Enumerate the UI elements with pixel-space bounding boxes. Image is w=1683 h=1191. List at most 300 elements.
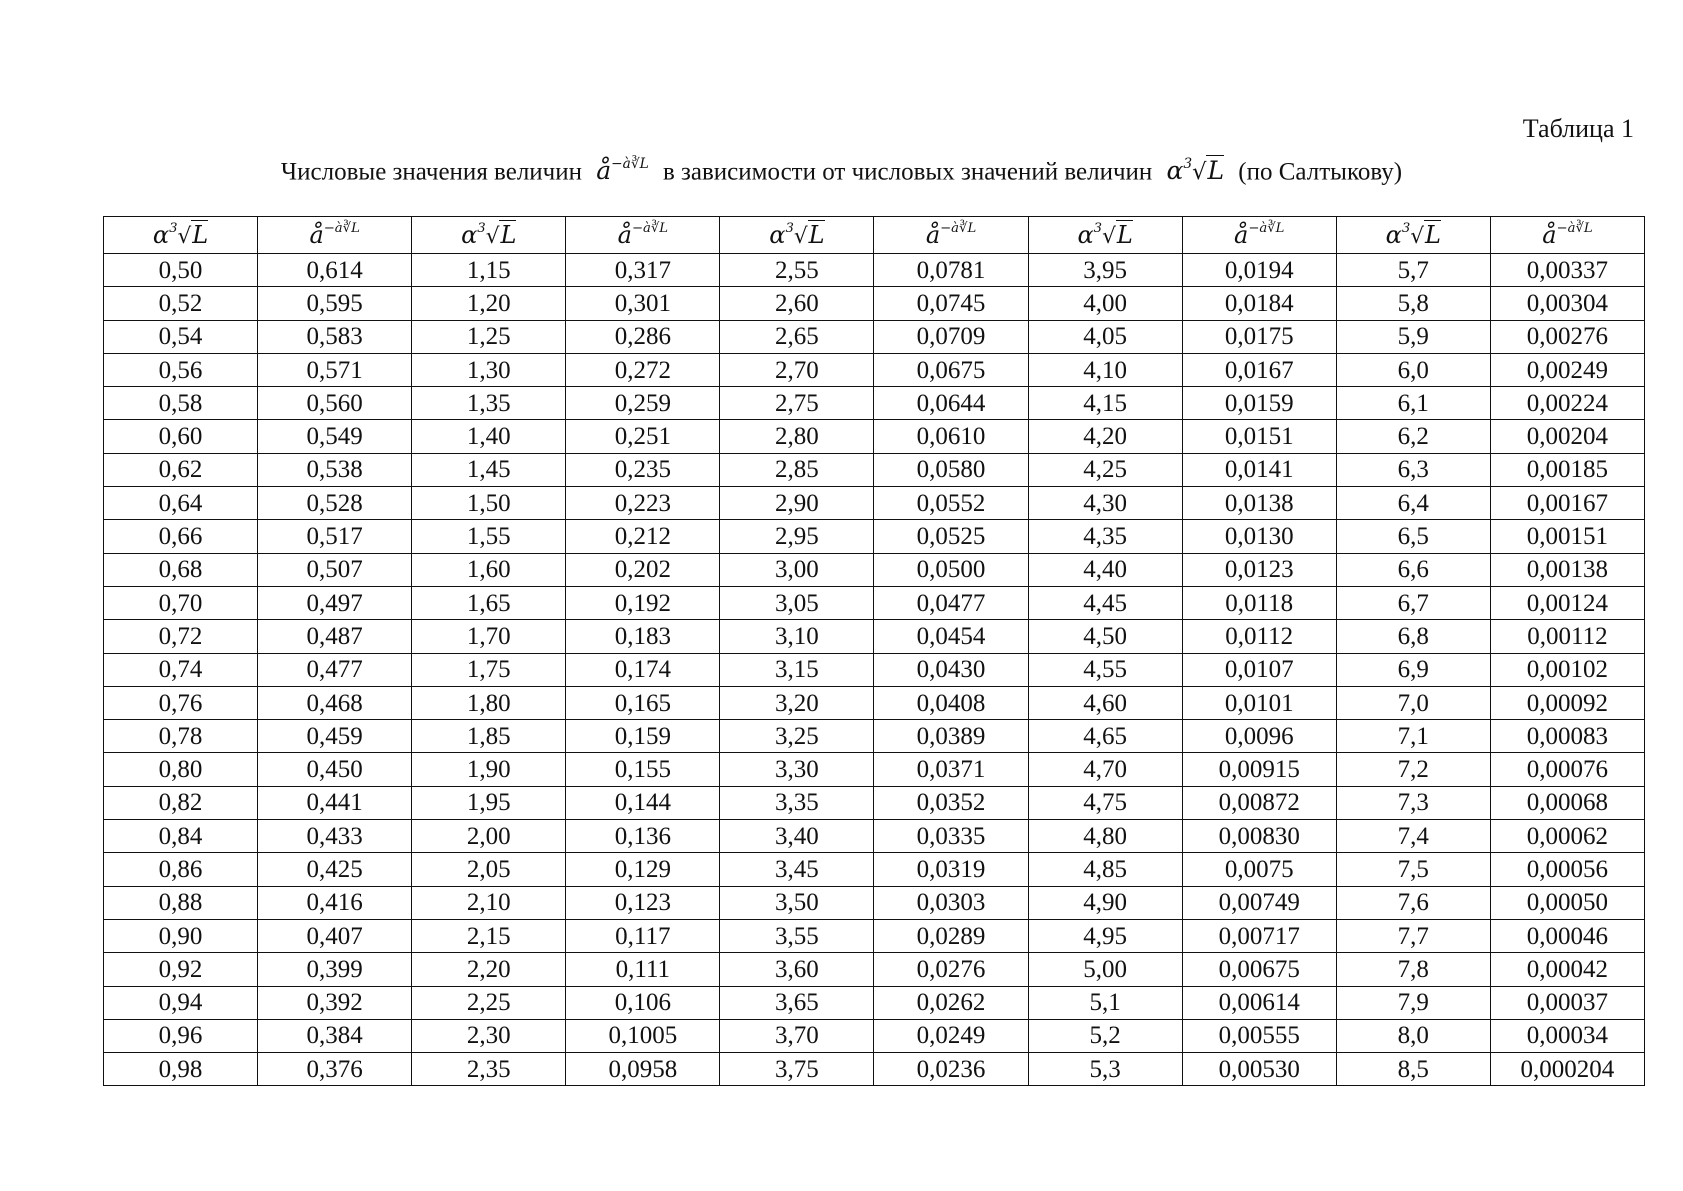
table-cell: 5,3 [1028,1053,1182,1086]
table-cell: 3,45 [720,853,874,886]
table-cell: 8,0 [1336,1019,1490,1052]
table-cell: 7,9 [1336,986,1490,1019]
column-header [104,217,258,254]
table-cell: 4,40 [1028,553,1182,586]
table-cell: 4,85 [1028,853,1182,886]
table-cell: 3,10 [720,620,874,653]
table-cell: 0,183 [566,620,720,653]
caption-formula-alpha-root [1159,156,1233,185]
table-cell: 0,00092 [1490,686,1644,719]
table-cell: 3,50 [720,886,874,919]
table-cell: 0,117 [566,919,720,952]
table-cell: 2,65 [720,320,874,353]
table-cell: 0,00056 [1490,853,1644,886]
table-cell: 4,80 [1028,820,1182,853]
table-cell: 0,50 [104,254,258,287]
table-row [104,387,1645,420]
table-cell: 0,0352 [874,786,1028,819]
formula-exponent: −à∛L [1248,220,1285,236]
table-cell: 0,433 [258,820,412,853]
table-cell: 0,614 [258,254,412,287]
radical-icon: √ [1192,159,1207,186]
table-cell: 4,70 [1028,753,1182,786]
table-cell: 0,00034 [1490,1019,1644,1052]
table-cell: 5,2 [1028,1019,1182,1052]
table-cell: 0,0175 [1182,320,1336,353]
table-cell: 8,5 [1336,1053,1490,1086]
formula-radicand: L [808,220,825,249]
table-cell: 2,85 [720,453,874,486]
table-cell: 3,95 [1028,254,1182,287]
formula-root-index: 3 [785,220,794,236]
table-cell: 2,90 [720,487,874,520]
table-cell: 0,00530 [1182,1053,1336,1086]
table-cell: 6,8 [1336,620,1490,653]
formula-exponent: −à∛L [1556,220,1593,236]
table-cell: 0,251 [566,420,720,453]
table-cell: 0,0101 [1182,686,1336,719]
header-formula-exponential [1234,221,1284,249]
table-cell: 0,111 [566,953,720,986]
radical-icon: √ [1102,223,1116,249]
formula-base: å [1542,220,1557,249]
formula-root-index: 3 [1401,220,1411,236]
formula-base: å [309,220,324,249]
table-cell: 4,15 [1028,387,1182,420]
table-cell: 0,129 [566,853,720,886]
table-cell: 2,30 [412,1019,566,1052]
table-cell: 0,00204 [1490,420,1644,453]
table-cell: 0,0552 [874,487,1028,520]
table-cell: 7,6 [1336,886,1490,919]
table-cell: 3,25 [720,720,874,753]
table-row [104,453,1645,486]
table-cell: 0,84 [104,820,258,853]
table-cell: 6,1 [1336,387,1490,420]
table-cell: 0,0159 [1182,387,1336,420]
table-cell: 0,317 [566,254,720,287]
table-row [104,420,1645,453]
table-cell: 0,00614 [1182,986,1336,1019]
table-cell: 0,0389 [874,720,1028,753]
table-cell: 0,00167 [1490,487,1644,520]
table-cell: 0,56 [104,353,258,386]
table-cell: 0,00112 [1490,620,1644,653]
table-cell: 0,0276 [874,953,1028,986]
table-row [104,320,1645,353]
table-cell: 0,00185 [1490,453,1644,486]
table-cell: 0,0075 [1182,853,1336,886]
table-cell: 0,0118 [1182,586,1336,619]
table-cell: 0,392 [258,986,412,1019]
column-header [1490,217,1644,254]
table-cell: 0,0525 [874,520,1028,553]
table-cell: 1,95 [412,786,566,819]
table-cell: 1,90 [412,753,566,786]
radical-icon: √ [485,223,500,249]
table-cell: 4,20 [1028,420,1182,453]
table-cell: 1,85 [412,720,566,753]
formula-radicand: L [1207,156,1225,186]
header-formula-alpha-root [769,221,824,249]
table-caption [0,151,1683,187]
column-header [1028,217,1182,254]
header-formula-alpha-root [1077,221,1132,249]
table-cell: 0,0477 [874,586,1028,619]
formula-base: å [925,220,941,249]
table-cell: 0,68 [104,553,258,586]
table-cell: 7,3 [1336,786,1490,819]
table-row [104,586,1645,619]
table-cell: 3,05 [720,586,874,619]
table-cell: 4,55 [1028,653,1182,686]
table-cell: 0,517 [258,520,412,553]
caption-formula-exponential [588,156,656,185]
table-cell: 0,82 [104,786,258,819]
table-cell: 0,00915 [1182,753,1336,786]
table-cell: 0,286 [566,320,720,353]
table-cell: 6,5 [1336,520,1490,553]
table-cell: 0,159 [566,720,720,753]
table-cell: 4,35 [1028,520,1182,553]
table-cell: 3,40 [720,820,874,853]
table-row [104,254,1645,287]
table-row [104,553,1645,586]
header-formula-alpha-root [153,221,208,249]
table-cell: 2,35 [412,1053,566,1086]
table-cell: 4,75 [1028,786,1182,819]
table-cell: 0,00830 [1182,820,1336,853]
table-cell: 0,98 [104,1053,258,1086]
table-cell: 0,272 [566,353,720,386]
table-cell: 0,66 [104,520,258,553]
table-cell: 0,0184 [1182,287,1336,320]
table-cell: 0,00717 [1182,919,1336,952]
table-cell: 0,00042 [1490,953,1644,986]
table-cell: 0,425 [258,853,412,886]
table-cell: 0,0138 [1182,487,1336,520]
table-row [104,1053,1645,1086]
table-cell: 0,80 [104,753,258,786]
table-body [104,254,1645,1086]
table-cell: 0,0958 [566,1053,720,1086]
table-cell: 0,507 [258,553,412,586]
formula-root-index: 3 [477,220,486,236]
caption-middle: в зависимости от числовых значений величин [662,158,1153,186]
table-cell: 0,202 [566,553,720,586]
table-cell: 5,00 [1028,953,1182,986]
table-cell: 3,55 [720,919,874,952]
formula-root-index: 3 [169,220,178,236]
table-cell: 0,301 [566,287,720,320]
table-cell: 0,468 [258,686,412,719]
table-row [104,753,1645,786]
table-cell: 5,1 [1028,986,1182,1019]
table-cell: 2,15 [412,919,566,952]
table-cell: 0,00102 [1490,653,1644,686]
formula-base: å [596,156,612,186]
column-header [720,217,874,254]
table-cell: 0,00076 [1490,753,1644,786]
table-cell: 5,7 [1336,254,1490,287]
table-cell: 3,30 [720,753,874,786]
table-cell: 0,399 [258,953,412,986]
table-cell: 6,7 [1336,586,1490,619]
table-cell: 0,00249 [1490,353,1644,386]
table-cell: 0,0303 [874,886,1028,919]
table-cell: 0,106 [566,986,720,1019]
table-cell: 0,00555 [1182,1019,1336,1052]
table-cell: 2,75 [720,387,874,420]
table-cell: 7,8 [1336,953,1490,986]
table-cell: 0,0096 [1182,720,1336,753]
table-cell: 0,00046 [1490,919,1644,952]
formula-alpha: α [1077,220,1094,249]
table-cell: 1,75 [412,653,566,686]
table-cell: 0,00151 [1490,520,1644,553]
table-cell: 0,155 [566,753,720,786]
table-cell: 2,20 [412,953,566,986]
table-cell: 4,10 [1028,353,1182,386]
formula-alpha: α [769,220,786,249]
table-cell: 0,00124 [1490,586,1644,619]
table-cell: 0,0745 [874,287,1028,320]
table-cell: 6,0 [1336,353,1490,386]
table-cell: 0,459 [258,720,412,753]
formula-exponent: −à∛L [631,220,669,236]
table-cell: 1,50 [412,487,566,520]
table-cell: 0,1005 [566,1019,720,1052]
table-cell: 0,00068 [1490,786,1644,819]
table-cell: 0,00749 [1182,886,1336,919]
table-cell: 0,235 [566,453,720,486]
table-cell: 2,25 [412,986,566,1019]
table-cell: 0,549 [258,420,412,453]
table-cell: 0,64 [104,487,258,520]
table-cell: 1,15 [412,254,566,287]
table-row [104,919,1645,952]
table-cell: 6,2 [1336,420,1490,453]
table-cell: 0,0289 [874,919,1028,952]
table-cell: 0,384 [258,1019,412,1052]
table-row [104,986,1645,1019]
caption-suffix: (по Салтыкову) [1238,158,1403,186]
table-cell: 6,3 [1336,453,1490,486]
table-row [104,287,1645,320]
table-cell: 0,560 [258,387,412,420]
table-cell: 0,538 [258,453,412,486]
table-cell: 0,90 [104,919,258,952]
table-cell: 7,4 [1336,820,1490,853]
table-cell: 2,10 [412,886,566,919]
table-cell: 2,80 [720,420,874,453]
table-cell: 0,74 [104,653,258,686]
table-cell: 1,45 [412,453,566,486]
table-cell: 2,60 [720,287,874,320]
formula-alpha: α [152,220,170,249]
table-cell: 0,0408 [874,686,1028,719]
table-cell: 0,72 [104,620,258,653]
table-cell: 1,60 [412,553,566,586]
table-cell: 0,497 [258,586,412,619]
table-cell: 0,0130 [1182,520,1336,553]
table-cell: 4,50 [1028,620,1182,653]
table-cell: 0,00337 [1490,254,1644,287]
table-cell: 0,165 [566,686,720,719]
table-cell: 1,55 [412,520,566,553]
table-row [104,1019,1645,1052]
table-cell: 0,0335 [874,820,1028,853]
table-cell: 0,000204 [1490,1053,1644,1086]
table-cell: 5,9 [1336,320,1490,353]
table-row [104,886,1645,919]
column-header [874,217,1028,254]
table-cell: 0,0580 [874,453,1028,486]
table-cell: 0,54 [104,320,258,353]
column-header [1336,217,1490,254]
table-cell: 0,0371 [874,753,1028,786]
formula-alpha: α [1166,156,1184,186]
table-cell: 1,40 [412,420,566,453]
table-cell: 0,0454 [874,620,1028,653]
table-cell: 0,416 [258,886,412,919]
header-formula-exponential [926,221,976,249]
table-row [104,520,1645,553]
table-cell: 0,96 [104,1019,258,1052]
table-cell: 4,30 [1028,487,1182,520]
formula-root-index: 3 [1093,220,1103,236]
formula-exponent: −à∛L [611,155,649,172]
formula-radicand: L [192,220,209,249]
table-cell: 4,95 [1028,919,1182,952]
table-cell: 0,00872 [1182,786,1336,819]
table-cell: 0,223 [566,487,720,520]
table-cell: 0,0167 [1182,353,1336,386]
table-cell: 0,00276 [1490,320,1644,353]
formula-exponent: −à∛L [940,220,977,236]
table-cell: 0,0644 [874,387,1028,420]
table-cell: 0,60 [104,420,258,453]
table-cell: 0,477 [258,653,412,686]
table-cell: 2,55 [720,254,874,287]
table-cell: 1,70 [412,620,566,653]
table-cell: 0,0123 [1182,553,1336,586]
table-row [104,653,1645,686]
header-formula-exponential [1542,221,1592,249]
table-row [104,686,1645,719]
header-formula-alpha-root [1386,221,1441,249]
table-cell: 0,0709 [874,320,1028,353]
table-cell: 3,15 [720,653,874,686]
table-cell: 0,70 [104,586,258,619]
table-cell: 7,2 [1336,753,1490,786]
table-cell: 0,0500 [874,553,1028,586]
formula-radicand: L [1116,220,1133,249]
formula-radicand: L [500,220,517,249]
table-cell: 0,0141 [1182,453,1336,486]
table-cell: 0,0236 [874,1053,1028,1086]
table-row [104,353,1645,386]
table-cell: 0,595 [258,287,412,320]
table-cell: 0,62 [104,453,258,486]
table-cell: 2,95 [720,520,874,553]
formula-exponent: −à∛L [323,220,360,236]
radical-icon: √ [177,223,192,249]
table-cell: 0,259 [566,387,720,420]
table-cell: 0,571 [258,353,412,386]
table-cell: 0,00050 [1490,886,1644,919]
table-cell: 0,78 [104,720,258,753]
table-cell: 0,441 [258,786,412,819]
header-formula-exponential [309,221,359,249]
table-cell: 0,00138 [1490,553,1644,586]
table-cell: 0,144 [566,786,720,819]
table-cell: 7,1 [1336,720,1490,753]
table-cell: 4,90 [1028,886,1182,919]
radical-icon: √ [793,223,808,249]
table-cell: 2,00 [412,820,566,853]
table-cell: 0,00037 [1490,986,1644,1019]
table-cell: 7,0 [1336,686,1490,719]
table-cell: 4,25 [1028,453,1182,486]
table-cell: 3,75 [720,1053,874,1086]
table-cell: 4,00 [1028,287,1182,320]
header-formula-alpha-root [461,221,516,249]
table-cell: 0,212 [566,520,720,553]
column-header [412,217,566,254]
table-cell: 0,0610 [874,420,1028,453]
table-cell: 6,6 [1336,553,1490,586]
table-cell: 0,52 [104,287,258,320]
table-cell: 0,0262 [874,986,1028,1019]
table-cell: 3,60 [720,953,874,986]
formula-base: å [617,220,632,249]
formula-alpha: α [461,220,478,249]
table-cell: 3,70 [720,1019,874,1052]
table-cell: 0,0430 [874,653,1028,686]
table-cell: 4,60 [1028,686,1182,719]
table-cell: 0,94 [104,986,258,1019]
table-cell: 3,00 [720,553,874,586]
table-row [104,620,1645,653]
table-cell: 0,123 [566,886,720,919]
table-cell: 0,86 [104,853,258,886]
table-cell: 0,00675 [1182,953,1336,986]
table-cell: 1,25 [412,320,566,353]
table-cell: 3,65 [720,986,874,1019]
table-cell: 0,528 [258,487,412,520]
table-cell: 1,20 [412,287,566,320]
table-cell: 2,05 [412,853,566,886]
table-cell: 0,0194 [1182,254,1336,287]
caption-prefix: Числовые значения величин [280,158,583,186]
table-cell: 0,00062 [1490,820,1644,853]
column-header [258,217,412,254]
table-cell: 7,5 [1336,853,1490,886]
formula-radicand: L [1425,220,1441,249]
table-cell: 0,487 [258,620,412,653]
formula-root-index: 3 [1183,155,1193,172]
table-cell: 1,35 [412,387,566,420]
table-cell: 0,450 [258,753,412,786]
table-row [104,720,1645,753]
table-row [104,853,1645,886]
column-header [566,217,720,254]
table-cell: 0,00304 [1490,287,1644,320]
table-cell: 1,65 [412,586,566,619]
table-cell: 3,35 [720,786,874,819]
table-cell: 4,45 [1028,586,1182,619]
